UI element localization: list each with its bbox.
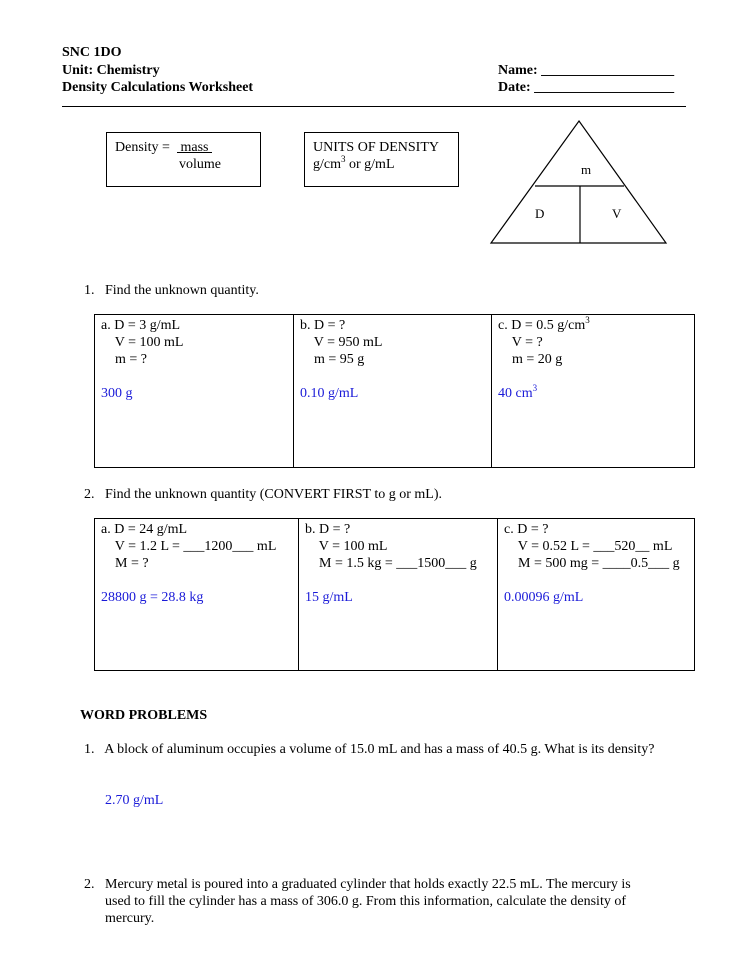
unit-gml: or g/mL	[345, 157, 395, 172]
section2-table	[94, 518, 695, 671]
cell-line: a. D = 24 g/mL	[101, 522, 188, 537]
cell-line: V = 1.2 L = ___1200___ mL	[101, 539, 277, 554]
cell-answer-exponent: 3	[532, 383, 538, 393]
cell-text: c. D = 0.5 g/cm	[498, 318, 586, 333]
worksheet-title: Density Calculations Worksheet	[62, 80, 254, 95]
triangle-volume-label: V	[612, 206, 622, 221]
cell-line: V = 0.52 L = ___520__ mL	[504, 539, 673, 554]
cell-answer	[498, 385, 537, 402]
cell-line: b. D = ?	[300, 318, 346, 333]
cell-line: V = 100 mL	[305, 539, 388, 554]
word-problem-1: 1. A block of aluminum occupies a volume of 15.0 mL and has a mass of 40.5 g. What is its density?	[84, 742, 655, 757]
word-problem-2-line3: mercury.	[84, 911, 155, 926]
section2-cell-b	[299, 519, 498, 670]
cell-exponent: 3	[585, 315, 590, 325]
date-field	[498, 79, 674, 96]
density-formula-box	[106, 132, 261, 187]
cell-line: b. D = ?	[305, 522, 351, 537]
question-1: 1. Find the unknown quantity.	[84, 283, 259, 298]
formula-lhs: Density =	[115, 140, 174, 155]
unit-exponent: 3	[341, 154, 346, 164]
cell-line	[498, 317, 590, 334]
cell-line: M = 1.5 kg = ___1500___ g	[305, 556, 477, 571]
cell-answer: 0.10 g/mL	[300, 386, 359, 401]
cell-answer: 0.00096 g/mL	[504, 590, 584, 605]
date-blank: ____________________	[534, 80, 675, 95]
cell-line: m = 95 g	[300, 352, 365, 367]
cell-answer: 28800 g = 28.8 kg	[101, 590, 204, 605]
question-2: 2. Find the unknown quantity (CONVERT FIRST to g or mL).	[84, 487, 442, 502]
cell-line: V = 950 mL	[300, 335, 383, 350]
triangle-density-label: D	[535, 206, 545, 221]
cell-line: c. D = ?	[504, 522, 549, 537]
section1-cell-b	[294, 315, 492, 467]
date-label: Date:	[498, 80, 531, 95]
cell-line: M = ?	[101, 556, 149, 571]
section1-cell-c	[492, 315, 694, 467]
formula-numerator: mass	[177, 140, 212, 155]
cell-line: m = ?	[101, 352, 147, 367]
cell-line: V = 100 mL	[101, 335, 184, 350]
units-title: UNITS OF DENSITY	[313, 140, 439, 155]
cell-answer: 15 g/mL	[305, 590, 353, 605]
name-label: Name:	[498, 63, 538, 78]
cell-answer: 300 g	[101, 386, 133, 401]
cell-line: m = 20 g	[498, 352, 563, 367]
course-code: SNC 1DO	[62, 45, 122, 60]
section2-cell-c	[498, 519, 694, 670]
cell-answer-text: 40 cm	[498, 386, 533, 401]
name-field	[498, 62, 674, 79]
section2-cell-a	[95, 519, 299, 670]
word-problem-2-line1: 2. Mercury metal is poured into a graduated cylinder that holds exactly 22.5 mL. The mercury is	[84, 877, 631, 892]
triangle-outline	[491, 121, 666, 243]
word-problem-2-line2: used to fill the cylinder has a mass of 306.0 g. From this information, calculate the density of	[84, 894, 627, 909]
units-of-density-box	[304, 132, 459, 187]
word-problems-heading: WORD PROBLEMS	[80, 708, 208, 723]
word-problem-1-answer: 2.70 g/mL	[105, 793, 164, 808]
cell-line: V = ?	[498, 335, 543, 350]
cell-line: a. D = 3 g/mL	[101, 318, 181, 333]
section1-cell-a	[95, 315, 294, 467]
formula-denominator: volume	[179, 157, 221, 172]
unit-label: Unit: Chemistry	[62, 63, 160, 78]
header-rule	[62, 106, 686, 107]
unit-gcm: g/cm	[313, 157, 341, 172]
section1-table	[94, 314, 695, 468]
units-values	[313, 156, 395, 173]
cell-line: M = 500 mg = ____0.5___ g	[504, 556, 680, 571]
name-blank: ___________________	[541, 63, 675, 78]
density-triangle-diagram	[488, 118, 670, 246]
triangle-mass-label: m	[581, 162, 592, 177]
